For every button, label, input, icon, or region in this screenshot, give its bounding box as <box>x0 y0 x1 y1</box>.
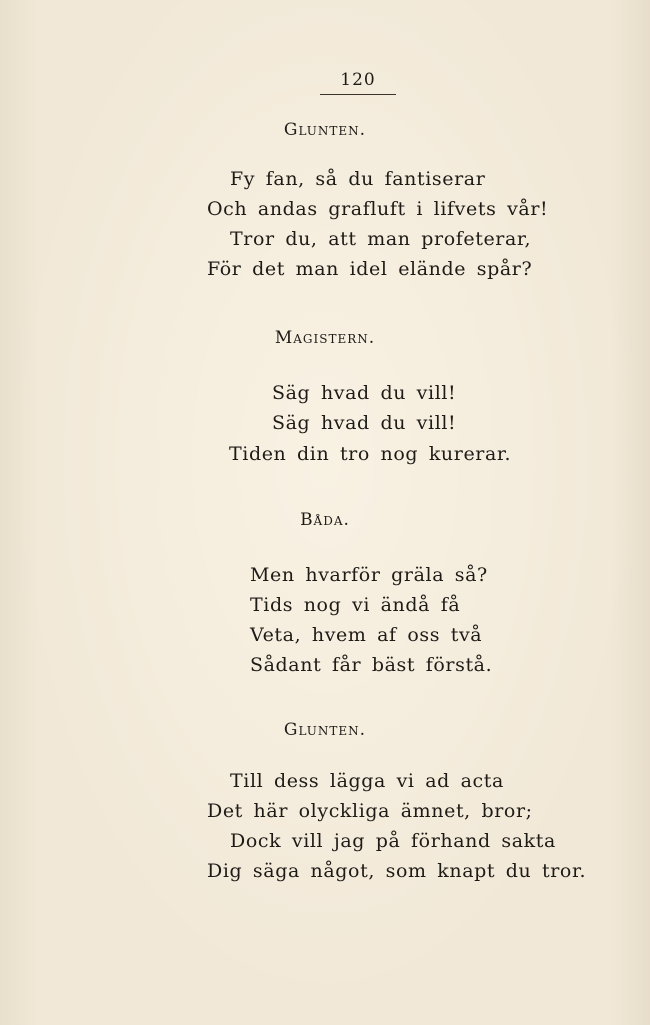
speaker-heading: Glunten. <box>283 120 367 140</box>
verse-line: Säg hvad du vill! <box>272 382 457 404</box>
verse-line: Men hvarför gräla så? <box>250 564 488 586</box>
verse-line: Sådant får bäst förstå. <box>250 654 493 676</box>
page-number: 120 <box>320 70 396 95</box>
verse-line: Dock vill jag på förhand sakta <box>230 830 556 852</box>
verse-line: Säg hvad du vill! <box>272 412 457 434</box>
verse-line: Veta, hvem af oss två <box>250 624 483 646</box>
speaker-heading: Båda. <box>300 510 350 530</box>
verse-line: Tiden din tro nog kurerar. <box>229 443 512 465</box>
verse-line: För det man idel elände spår? <box>207 258 533 280</box>
verse-line: Fy fan, så du fantiserar <box>230 168 486 190</box>
verse-line: Och andas grafluft i lifvets vår! <box>207 198 549 220</box>
speaker-heading: Glunten. <box>283 720 367 740</box>
verse-line: Dig säga något, som knapt du tror. <box>207 860 587 882</box>
verse-line: Tror du, att man profeterar, <box>230 228 532 250</box>
verse-line: Tids nog vi ändå få <box>250 594 461 616</box>
verse-line: Det här olyckliga ämnet, bror; <box>207 800 533 822</box>
verse-line: Till dess lägga vi ad acta <box>230 770 504 792</box>
speaker-heading: Magistern. <box>274 328 376 348</box>
